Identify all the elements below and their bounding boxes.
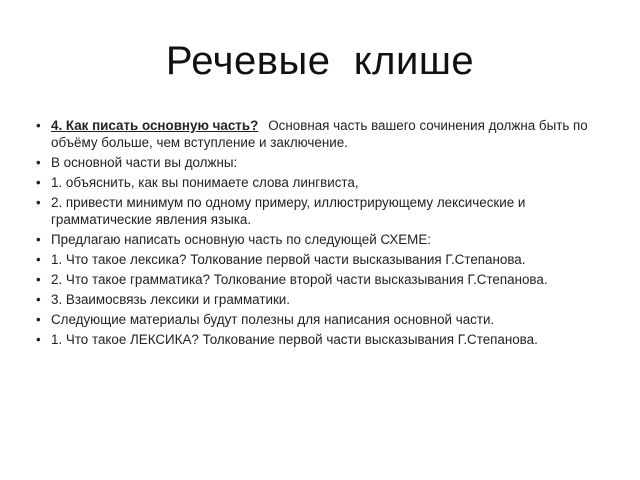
list-item — [36, 331, 602, 348]
list-item — [36, 194, 602, 228]
list-item — [36, 311, 602, 328]
list-item — [36, 291, 602, 308]
bullet-icon: • — [36, 232, 41, 247]
list-item-text: Следующие материалы будут полезны для написания основной части. — [51, 312, 495, 327]
bullet-icon: • — [36, 332, 41, 347]
list-item-text: Предлагаю написать основную часть по следующей СХЕМЕ: — [51, 232, 431, 247]
list-item — [36, 117, 602, 151]
slide-title: Речевые клише — [165, 39, 475, 83]
list-item-text: 3. Взаимосвязь лексики и грамматики. — [51, 292, 291, 307]
list-item-text: 1. Что такое ЛЕКСИКА? Толкование первой части высказывания Г.Степанова. — [51, 332, 538, 347]
list-item-text: 1. Что такое лексика? Толкование первой части высказывания Г.Степанова. — [51, 252, 526, 267]
list-item — [36, 174, 602, 191]
list-item-text: 1. объяснить, как вы понимаете слова лингвиста, — [51, 175, 359, 190]
list-item-text: 2. Что такое грамматика? Толкование второй части высказывания Г.Степанова. — [51, 272, 548, 287]
bullet-icon: • — [36, 292, 41, 307]
bullet-icon: • — [36, 195, 41, 210]
list-item — [36, 251, 602, 268]
list-item — [36, 231, 602, 248]
section-heading: 4. Как писать основную часть? — [51, 118, 259, 133]
list-item-text: В основной части вы должны: — [51, 155, 238, 170]
list-item-text: Основная часть вашего сочинения должна быть по объёму больше, чем вступление и заключение. — [51, 118, 588, 150]
bullet-icon: • — [36, 252, 41, 267]
list-item — [36, 154, 602, 171]
bullet-list — [36, 117, 602, 351]
bullet-icon: • — [36, 312, 41, 327]
bullet-icon: • — [36, 175, 41, 190]
bullet-icon: • — [36, 272, 41, 287]
bullet-icon: • — [36, 155, 41, 170]
list-item-text: 2. привести минимум по одному примеру, иллюстрирующему лексические и грамматические явления языка. — [51, 195, 526, 227]
list-item — [36, 271, 602, 288]
bullet-icon: • — [36, 118, 41, 133]
